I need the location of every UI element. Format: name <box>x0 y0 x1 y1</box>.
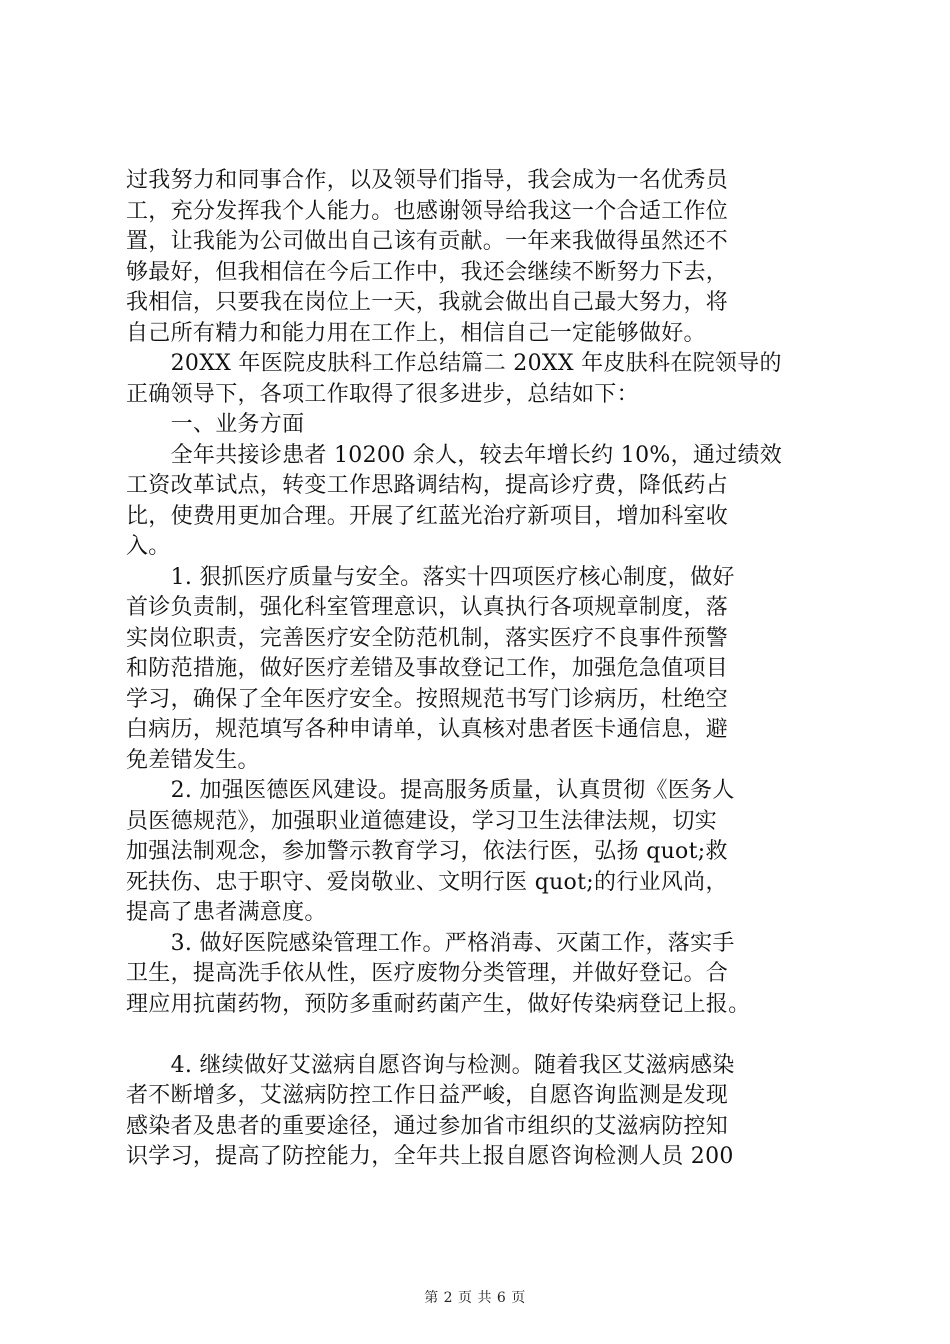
text-line: 理应用抗菌药物，预防多重耐药菌产生，做好传染病登记上报。 <box>126 991 751 1017</box>
text-line: 学习，确保了全年医疗安全。按照规范书写门诊病历，杜绝空 <box>126 686 729 712</box>
text-line: 正确领导下，各项工作取得了很多进步，总结如下： <box>126 381 639 407</box>
text-line: 和防范措施，做好医疗差错及事故登记工作，加强危急值项目 <box>126 656 729 681</box>
text-line: 识学习，提高了防控能力，全年共上报自愿咨询检测人员 200 <box>126 1144 734 1169</box>
text-line: 够最好，但我相信在今后工作中，我还会继续不断努力下去， <box>126 259 729 285</box>
section-title-line: 20XX 年医院皮肤科工作总结篇二 20XX 年皮肤科在院领导的 <box>126 351 782 376</box>
text-line: 白病历，规范填写各种申请单，认真核对患者医卡通信息，避 <box>126 717 729 742</box>
text-line: 实岗位职责，完善医疗安全防范机制，落实医疗不良事件预警 <box>126 625 729 651</box>
text-line: 工资改革试点，转变工作思路调结构，提高诊疗费，降低药占 <box>126 473 729 498</box>
text-line: 死扶伤、忠于职守、爱岗敬业、文明行医 quot;的行业风尚， <box>126 869 728 895</box>
text-line: 者不断增多，艾滋病防控工作日益严峻，自愿咨询监测是发现 <box>126 1083 729 1108</box>
text-line: 自己所有精力和能力用在工作上，相信自己一定能够做好。 <box>126 320 706 346</box>
blank-line <box>126 1020 832 1051</box>
text-line: 免差错发生。 <box>126 747 260 773</box>
text-line: 员医德规范》，加强职业道德建设，学习卫生法律法规，切实 <box>126 808 718 834</box>
text-line: 比，使费用更加合理。开展了红蓝光治疗新项目，增加科室收 <box>126 503 729 529</box>
text-line: 1. 狠抓医疗质量与安全。落实十四项医疗核心制度，做好 <box>126 564 735 590</box>
text-line: 卫生，提高洗手依从性，医疗废物分类管理，并做好登记。合 <box>126 961 729 986</box>
text-line: 感染者及患者的重要途径，通过参加省市组织的艾滋病防控知 <box>126 1113 729 1139</box>
text-line: 全年共接诊患者 10200 余人，较去年增长约 10%，通过绩效 <box>126 442 783 468</box>
text-line: 入。 <box>126 534 171 559</box>
text-line: 4. 继续做好艾滋病自愿咨询与检测。随着我区艾滋病感染 <box>126 1052 735 1078</box>
text-line: 过我努力和同事合作，以及领导们指导，我会成为一名优秀员 <box>126 168 729 193</box>
document-body <box>126 166 832 1173</box>
text-line: 置，让我能为公司做出自己该有贡献。一年来我做得虽然还不 <box>126 229 729 254</box>
text-line: 我相信，只要我在岗位上一天，我就会做出自己最大努力，将 <box>126 290 729 315</box>
text-line: 提高了患者满意度。 <box>126 900 327 925</box>
subsection-heading: 一、业务方面 <box>126 412 305 437</box>
text-line: 2. 加强医德医风建设。提高服务质量，认真贯彻《医务人 <box>126 778 735 803</box>
text-line: 3. 做好医院感染管理工作。严格消毒、灭菌工作，落实手 <box>126 930 735 956</box>
text-line: 工，充分发挥我个人能力。也感谢领导给我这一个合适工作位 <box>126 198 729 224</box>
text-line: 加强法制观念，参加警示教育学习，依法行医，弘扬 quot;救 <box>126 839 728 864</box>
page-number-footer: 第 2 页 共 6 页 <box>424 1290 526 1306</box>
text-line: 首诊负责制，强化科室管理意识，认真执行各项规章制度，落 <box>126 595 729 620</box>
